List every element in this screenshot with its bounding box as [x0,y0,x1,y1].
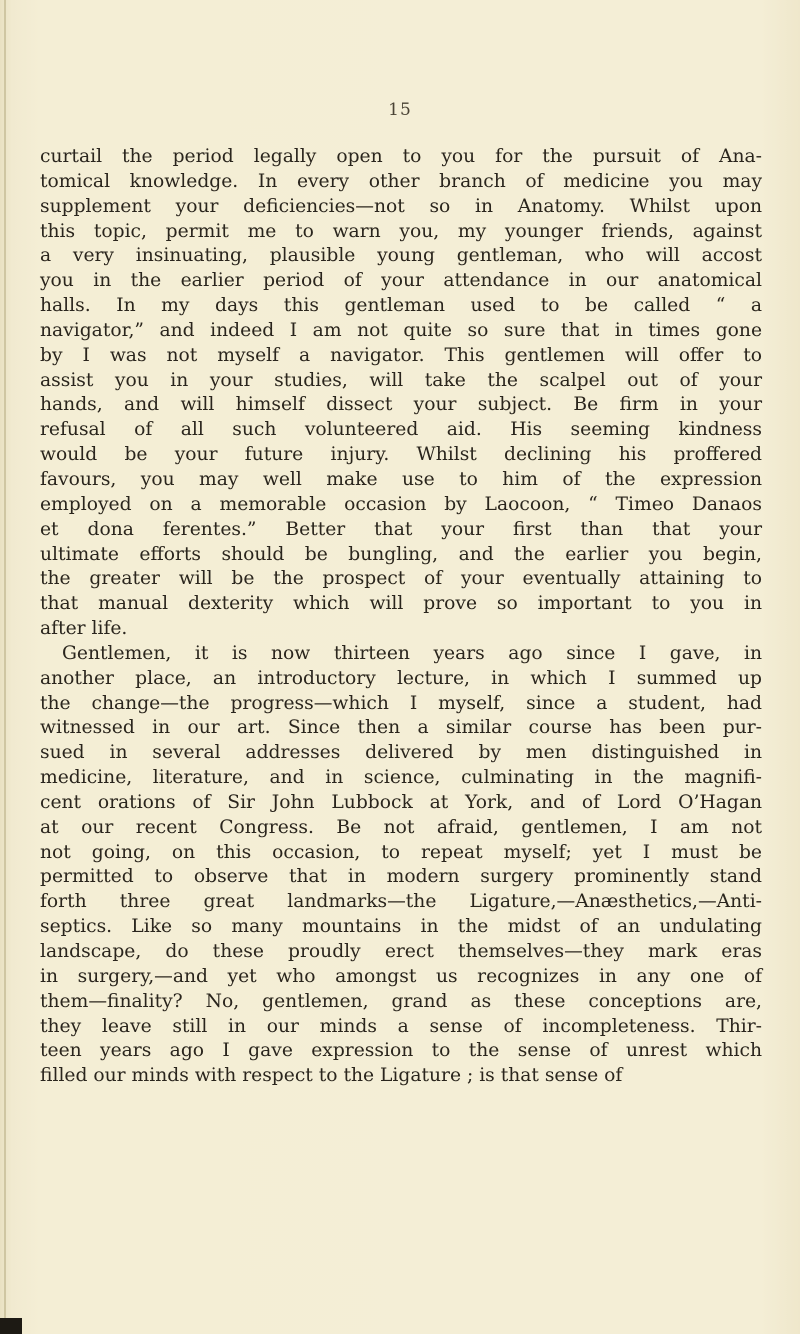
text-line: curtail the period legally open to you for the pursuit of Ana- [40,146,762,167]
text-line: not going, on this occasion, to repeat myself; yet I must be [40,841,762,863]
text-line: teen years ago I gave expression to the sense of unrest which [40,1040,762,1062]
text-line: permitted to observe that in modern surgery prominently stand [40,866,762,888]
text-line: after life. [40,618,128,640]
text-line: they leave still in our minds a sense of incompleteness. Thir- [40,1015,762,1037]
text-line: this topic, permit me to warn you, my younger friends, against [40,220,762,242]
text-line: septics. Like so many mountains in the midst of an undulating [40,916,762,938]
text-line: tomical knowledge. In every other branch of medicine you may [40,170,762,192]
text-line: by I was not myself a navigator. This gentlemen will offer to [40,344,762,366]
body-text [40,145,762,1089]
text-line: ultimate efforts should be bungling, and the earlier you begin, [40,543,762,565]
text-line: refusal of all such volunteered aid. His seeming kindness [40,419,762,441]
text-line: Gentlemen, it is now thirteen years ago since I gave, in [62,642,762,664]
scan-corner-mark [0,1318,22,1334]
text-line: favours, you may well make use to him of the expression [40,468,762,490]
text-line: another place, an introductory lecture, in which I summed up [40,667,762,689]
text-line: the greater will be the prospect of your eventually attaining to [40,568,762,590]
text-line: landscape, do these proudly erect themselves—they mark eras [40,941,762,962]
text-line: in surgery,—and yet who amongst us recognizes in any one of [40,965,762,987]
text-line: them—finality? No, gentlemen, grand as these conceptions are, [40,990,762,1012]
text-line: a very insinuating, plausible young gentleman, who will accost [40,245,762,267]
text-line: assist you in your studies, will take the scalpel out of your [40,369,762,391]
text-line: you in the earlier period of your attendance in our anatomical [40,270,762,292]
text-line: employed on a memorable occasion by Laocoon, “ Timeo Danaos [40,493,762,515]
text-line: at our recent Congress. Be not afraid, gentlemen, I am not [40,816,762,838]
text-line: medicine, literature, and in science, culminating in the magnifi- [40,767,762,789]
text-line: forth three great landmarks—the Ligature,—Anæsthetics,—Anti- [40,891,762,913]
text-line: navigator,” and indeed I am not quite so sure that in times gone [40,319,762,341]
text-line: sued in several addresses delivered by men distinguished in [40,742,762,764]
text-line: halls. In my days this gentleman used to be called “ a [40,295,762,317]
text-line: that manual dexterity which will prove so important to you in [40,593,762,615]
text-line: et dona ferentes.” Better that your first than that your [40,518,762,540]
page-number: 15 [388,100,412,120]
text-line: would be your future injury. Whilst declining his proffered [40,444,762,466]
text-line: cent orations of Sir John Lubbock at York, and of Lord O’Hagan [40,791,762,813]
text-line: witnessed in our art. Since then a similar course has been pur- [40,717,762,739]
text-line: supplement your deficiencies—not so in Anatomy. Whilst upon [40,195,762,217]
text-line: filled our minds with respect to the Ligature ; is that sense of [40,1065,623,1087]
text-line: hands, and will himself dissect your subject. Be firm in your [40,394,762,416]
binding-edge [4,0,6,1334]
text-line: the change—the progress—which I myself, since a student, had [40,692,762,714]
